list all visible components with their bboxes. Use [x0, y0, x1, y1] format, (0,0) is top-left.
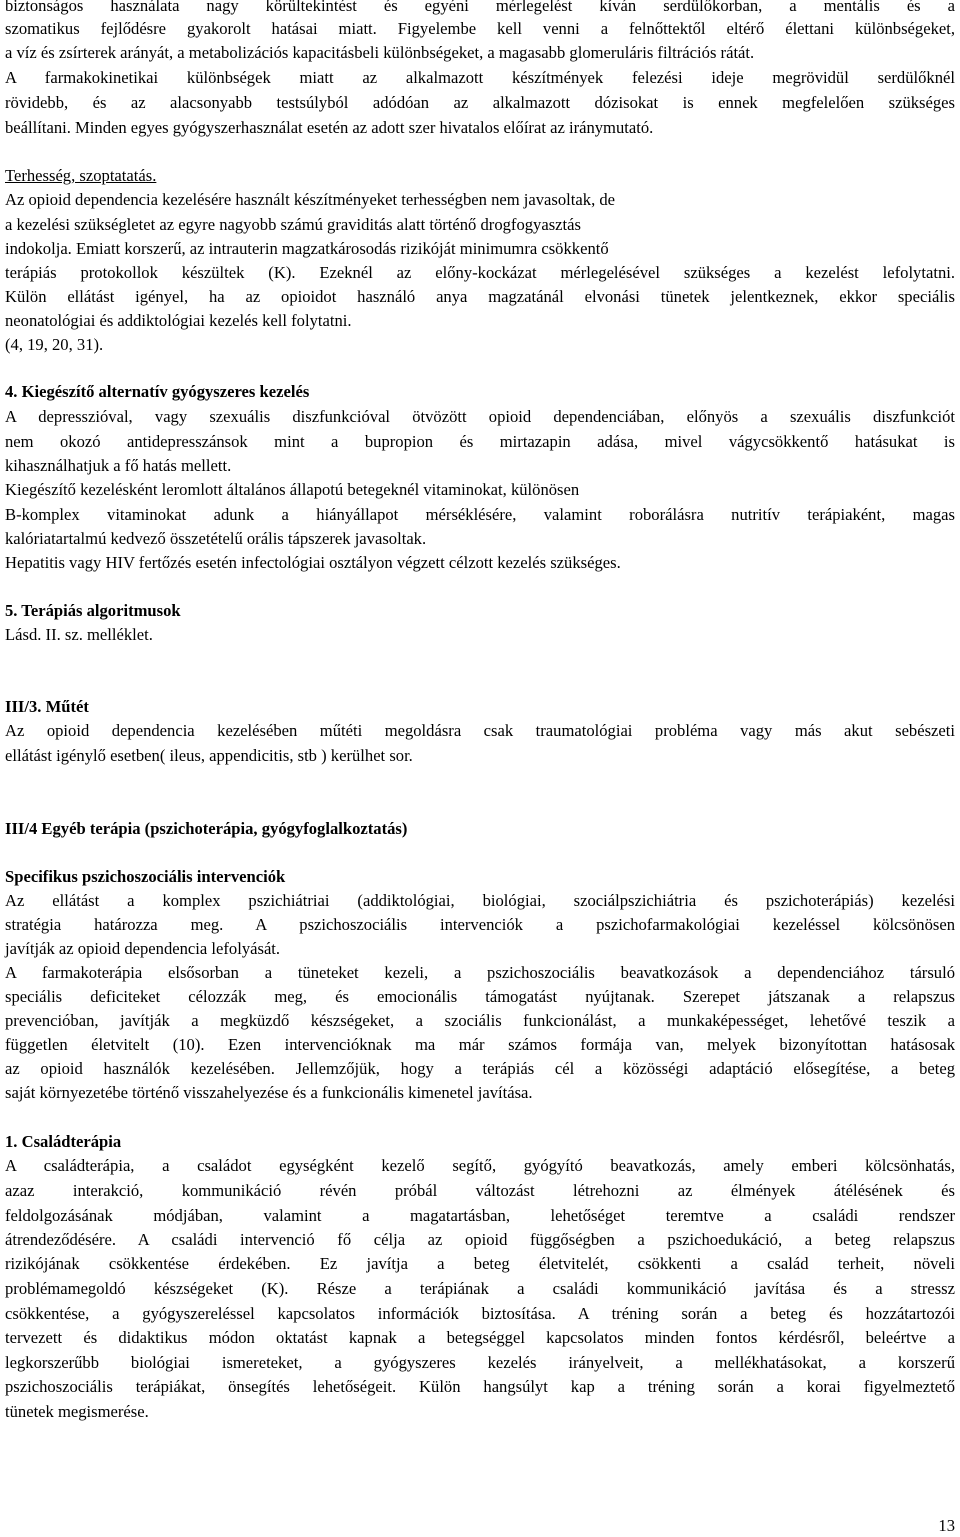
paragraph-line: Hepatitis vagy HIV fertőzés esetén infectológiai osztályon végzett célzott kezelés szükséges.	[5, 553, 621, 572]
paragraph-line: A családterápia, a családot egységként kezelő segítő, gyógyító beavatkozás, amely emberi kölcsönhatás,	[5, 1156, 955, 1175]
paragraph-line: beállítani. Minden egyes gyógyszerhasználat esetén az adott szer hivatalos előírat az iránymutató.	[5, 118, 654, 137]
section-heading-5: 5. Terápiás algoritmusok	[5, 601, 181, 620]
paragraph-line: Kiegészítő kezelésként leromlott általános állapotú betegeknél vitaminokat, különösen	[5, 480, 580, 499]
reference-line: (4, 19, 20, 31).	[5, 335, 104, 354]
paragraph-line: A farmakoterápia elsősorban a tüneteket kezeli, a pszichoszociális beavatkozások a dependenciához társuló	[5, 963, 955, 982]
paragraph-line: rizikójának csökkentése érdekében. Ez javítja a beteg életvitelét, csökkenti a család terheit, növeli	[5, 1254, 955, 1273]
paragraph-line: A farmakokinetikai különbségek miatt az alkalmazott készítmények felezési ideje megrövidül serdülőknél	[5, 68, 955, 87]
paragraph-line: független életvitelt (10). Ezen intervencióknak ma már számos formája van, melyek bizonyítottan hatásosak	[5, 1035, 955, 1054]
paragraph-line: a víz és zsírterek arányát, a metabolizációs kapacitásbeli különbségeket, a magasabb glomeruláris filtrációs rátát.	[5, 43, 755, 62]
paragraph-line: biztonságos használata nagy körültekintést és egyéni mérlegelést kíván serdülőkorban, a mentális és a	[5, 0, 955, 15]
paragraph-line: A depresszióval, vagy szexuális diszfunkcióval ötvözött opioid dependenciában, előnyös a szexuális diszfunkciót	[5, 407, 955, 426]
paragraph-line: csökkentése, a gyógyszereléssel kapcsolatos információk biztosítása. A tréning során a beteg és hozzátartozói	[5, 1304, 955, 1323]
paragraph-line: kihasználhatjuk a fő hatás mellett.	[5, 456, 232, 475]
paragraph-line: legkorszerűbb biológiai ismereteket, a gyógyszeres kezelés irányelveit, a mellékhatásokat, a korszerű	[5, 1353, 955, 1372]
paragraph-line: stratégia határozza meg. A pszichoszociális intervenciók a pszichofarmakológiai kezeléssel kölcsönösen	[5, 915, 955, 934]
page-number: 13	[938, 1516, 955, 1535]
paragraph-line: saját környezetébe történő visszahelyezése és a funkcionális kimenetel javítása.	[5, 1083, 533, 1102]
paragraph-line: problémamegoldó készségeket (K). Része a terápiának a családi kommunikáció javítása és a stressz	[5, 1279, 955, 1298]
paragraph-line: tünetek megismerése.	[5, 1402, 149, 1421]
section-heading-iii-4: III/4 Egyéb terápia (pszichoterápia, gyógyfoglalkoztatás)	[5, 819, 408, 838]
paragraph-line: kalóriatartalmú kedvező összetételű orális tápszerek javasoltak.	[5, 529, 427, 548]
paragraph-line: neonatológiai és addiktológiai kezelés kell folytatni.	[5, 311, 352, 330]
paragraph-line: a kezelési szükségletet az egyre nagyobb számú graviditás alatt történő drogfogyasztás	[5, 215, 581, 234]
paragraph-line: Az opioid dependencia kezelésében műtéti megoldásra csak traumatológiai probléma vagy más akut sebészeti	[5, 721, 955, 740]
paragraph-line: terápiás protokollok készültek (K). Ezeknél az előny-kockázat mérlegelésével szükséges a kezelést lefolytatni.	[5, 263, 955, 282]
paragraph-line: B-komplex vitaminokat adunk a hiányállapot mérséklésére, valamint roborálásra nutritív terápiaként, magas	[5, 505, 955, 524]
paragraph-line: Az ellátást a komplex pszichiátriai (addiktológiai, biológiai, szociálpszichiátria és pszichoterápiás) kezelési	[5, 891, 955, 910]
paragraph-line: feldolgozásának módjában, valamint a magatartásban, lehetőséget teremtve a családi rendszer	[5, 1206, 955, 1225]
paragraph-line: pszichoszociális terápiákat, önsegítés lehetőségeit. Külön hangsúlyt kap a tréning során a korai figyelmeztető	[5, 1377, 955, 1396]
paragraph-line: rövidebb, és az alacsonyabb testsúlyból adódóan az alkalmazott dózisokat is ennek megfelelően szükséges	[5, 93, 955, 112]
section-heading-family-therapy: 1. Családterápia	[5, 1132, 122, 1151]
paragraph-line: javítják az opioid dependencia lefolyását.	[5, 939, 281, 958]
paragraph-line: Az opioid dependencia kezelésére használt készítményeket terhességben nem javasoltak, de	[5, 190, 616, 209]
paragraph-line: tervezett és didaktikus módon oktatást kapnak a betegséggel kapcsolatos minden fontos kérdésről, beleértve a	[5, 1328, 955, 1347]
paragraph-line: prevencióban, javítják a megküzdő készségeket, a szociális funkcionálást, a munkaképességet, lehetővé teszik a	[5, 1011, 955, 1030]
paragraph-line: azaz interakció, kommunikáció révén próbál változást létrehozni az élmények átélésének és	[5, 1181, 955, 1200]
subsection-heading: Specifikus pszichoszociális intervenciók	[5, 867, 286, 886]
section-heading-iii-3: III/3. Műtét	[5, 697, 89, 716]
paragraph-line: átrendeződésére. A családi intervenció fő célja az opioid függőségben a pszichoedukáció, a beteg relapszus	[5, 1230, 955, 1249]
paragraph-line: indokolja. Emiatt korszerű, az intrauterin magzatkárosodás rizikóját minimumra csökkentő	[5, 239, 609, 258]
paragraph-line: Külön ellátást igényel, ha az opioidot használó anya magzatánál elvonási tünetek jelentkeznek, ekkor speciális	[5, 287, 955, 306]
paragraph-line: speciális deficiteket célozzák meg, és emocionális támogatást nyújtanak. Szerepet játszanak a relapszus	[5, 987, 955, 1006]
section-heading-4: 4. Kiegészítő alternatív gyógyszeres kezelés	[5, 382, 310, 401]
paragraph-line: Lásd. II. sz. melléklet.	[5, 625, 153, 644]
paragraph-line: szomatikus fejlődésre gyakorolt hatásai miatt. Figyelembe kell venni a felnőttektől eltérő élettani különbségeket,	[5, 19, 955, 38]
paragraph-line: nem okozó antidepresszánsok mint a bupropion és mirtazapin adása, mivel vágycsökkentő hatásukat is	[5, 432, 955, 451]
section-heading-pregnancy: Terhesség, szoptatatás.	[5, 166, 157, 185]
paragraph-line: az opioid használók kezelésében. Jellemzőjük, hogy a terápiás cél a közösségi adaptáció elősegítése, a beteg	[5, 1059, 955, 1078]
paragraph-line: ellátást igénylő esetben( ileus, appendicitis, stb ) kerülhet sor.	[5, 746, 413, 765]
